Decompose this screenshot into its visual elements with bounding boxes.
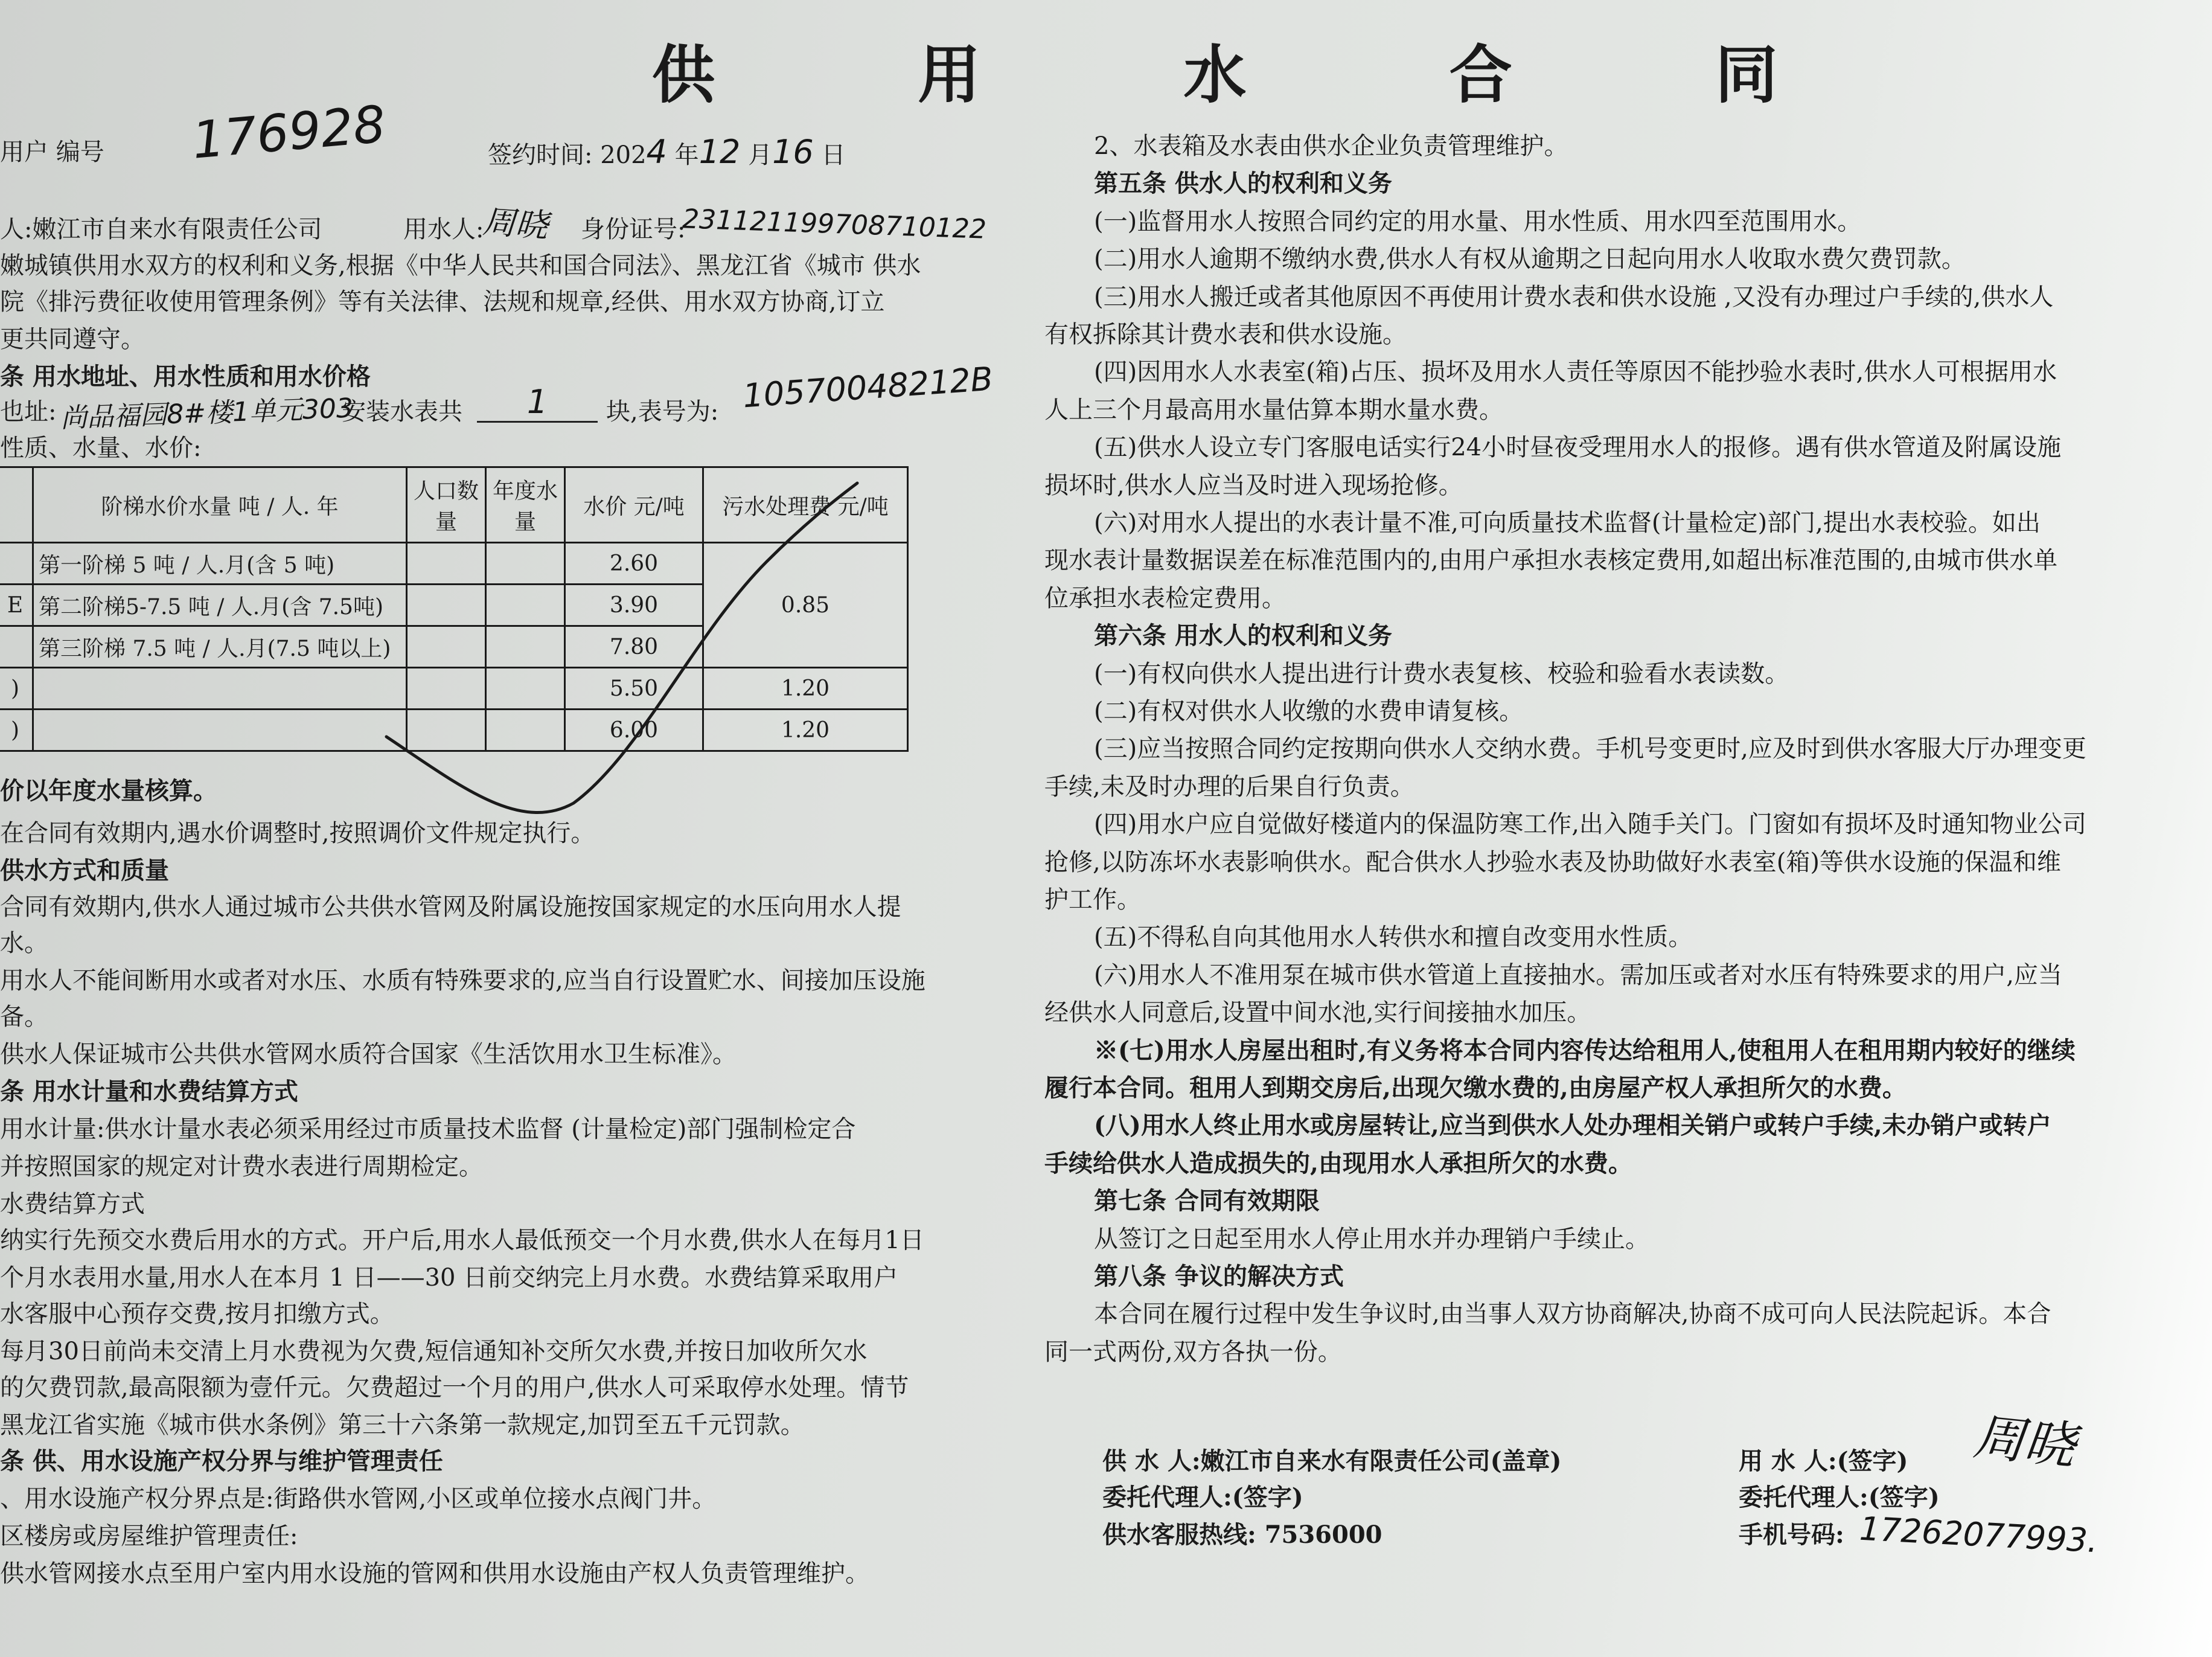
right-text-line: 履行本合同。租用人到期交房后,出现欠缴水费的,由房屋产权人承担所欠的水费。 — [1044, 1074, 1907, 1102]
table-cell: 3.90 — [565, 585, 703, 626]
right-text-line: 手续,未及时办理的后果自行负责。 — [1044, 773, 1414, 801]
nature-line: 性质、水量、水价: — [0, 434, 202, 462]
right-text-line: ※(七)用水人房屋出租时,有义务将本合同内容传达给租用人,使租用人在租用期内较好的继续 — [1094, 1036, 2076, 1065]
right-text-line: 损坏时,供水人应当及时进入现场抢修。 — [1044, 472, 1463, 499]
phone-label: 手机号码: — [1739, 1521, 1844, 1549]
table-cell: 5.50 — [565, 668, 703, 710]
right-text-line: 位承担水表检定费用。 — [1044, 585, 1286, 612]
agent-label-right: 委托代理人:(签字) — [1739, 1483, 1940, 1511]
right-text-line: (八)用水人终止用水或房屋转让,应当到供水人处办理相关销户或转户手续,未办销户或转户 — [1094, 1111, 2051, 1139]
right-text-line: (六)对用水人提出的水表计量不准,可向质量技术监督(计量检定)部门,提出水表校验。如出 — [1094, 509, 2041, 537]
left-text-line: 在合同有效期内,遇水价调整时,按照调价文件规定执行。 — [0, 819, 595, 847]
address-handwritten: 尚品福园8#楼1单元303 — [60, 393, 354, 434]
right-text-line: 手续给供水人造成损失的,由现用水人承担所欠的水费。 — [1044, 1149, 1632, 1178]
right-text-line: 从签订之日起至用水人停止用水并办理销户手续止。 — [1094, 1225, 1649, 1253]
meter-count: 1 — [477, 383, 598, 423]
left-text-line: 用水计量:供水计量水表必须采用经过市质量技术监督 (计量检定)部门强制检定合 — [0, 1115, 856, 1143]
left-text-line: 备。 — [0, 1003, 48, 1031]
intro-line: 更共同遵守。 — [0, 325, 145, 353]
right-text-line: 第七条 合同有效期限 — [1094, 1187, 1320, 1215]
intro-line: 嫩城镇供用水双方的权利和义务,根据《中华人民共和国合同法》、黑龙江省《城市 供水 — [0, 252, 921, 280]
user-number-label: 用户 编号 — [0, 138, 104, 166]
right-text-line: (二)用水人逾期不缴纳水费,供水人有权从逾期之日起向用水人收取水费欠费罚款。 — [1094, 245, 1966, 273]
id-label: 身份证号: — [581, 216, 686, 243]
right-text-line: 2、水表箱及水表由供水企业负责管理维护。 — [1094, 132, 1568, 160]
table-cell: 第三阶梯 7.5 吨 / 人.月(7.5 吨以上) — [33, 626, 407, 668]
sign-time: 签约时间: 2024 年12 月16 日 — [488, 133, 846, 171]
user-signature-label: 用 水 人:(签字) — [1739, 1447, 1908, 1475]
left-text-line: 条 供、用水设施产权分界与维护管理责任 — [0, 1447, 443, 1475]
left-text-line: 、用水设施产权分界点是:街路供水管网,小区或单位接水点阀门井。 — [0, 1485, 717, 1513]
table-cell: 第二阶梯5-7.5 吨 / 人.月(含 7.5吨) — [33, 585, 407, 626]
left-text-line: 用水人不能间断用水或者对水压、水质有特殊要求的,应当自行设置贮水、间接加压设施 — [0, 967, 925, 995]
left-text-line: 区楼房或房屋维护管理责任: — [0, 1522, 298, 1550]
left-text-line: 纳实行先预交水费后用水的方式。开户后,用水人最低预交一个月水费,供水人在每月1日 — [0, 1226, 924, 1254]
left-text-line: 价以年度水量核算。 — [0, 777, 217, 805]
left-text-line: 供水人保证城市公共供水管网水质符合国家《生活饮用水卫生标准》。 — [0, 1040, 737, 1068]
right-text-line: 有权拆除其计费水表和供水设施。 — [1044, 321, 1407, 348]
right-text-line: (二)有权对供水人收缴的水费申请复核。 — [1094, 697, 1524, 725]
user-label: 用水人: — [403, 216, 484, 243]
id-number-handwritten: 231121199708710122 — [682, 204, 987, 245]
right-text-line: (三)用水人搬迁或者其他原因不再使用计费水表和供水设施 ,又没有办理过户手续的,供水人 — [1094, 283, 2054, 311]
phone-number-handwritten: 17262077993. — [1858, 1509, 2099, 1560]
right-text-line: 第八条 争议的解决方式 — [1094, 1262, 1344, 1290]
table-cell: ) — [0, 710, 33, 751]
right-text-line: (四)用水户应自觉做好楼道内的保温防寒工作,出入随手关门。门窗如有损坏及时通知物业公司 — [1094, 810, 2086, 838]
address-label: 也址: — [0, 398, 57, 426]
right-text-line: (五)不得私自向其他用水人转供水和擅自改变用水性质。 — [1094, 923, 1693, 951]
table-header: 污水处理费 元/吨 — [703, 467, 908, 543]
left-text-line: 水客服中心预存交费,按月扣缴方式。 — [0, 1300, 394, 1328]
article-1-heading: 条 用水地址、用水性质和用水价格 — [0, 362, 371, 391]
left-text-line: 水费结算方式 — [0, 1190, 145, 1218]
left-text-line: 黑龙江省实施《城市供水条例》第三十六条第一款规定,加罚至五千元罚款。 — [0, 1411, 805, 1439]
right-text-line: (六)用水人不准用泵在城市供水管道上直接抽水。需加压或者对水压有特殊要求的用户,应当 — [1094, 961, 2062, 989]
right-text-line: 同一式两份,双方各执一份。 — [1044, 1338, 1342, 1366]
left-text-line: 个月水表用水量,用水人在本月 1 日——30 日前交纳完上月水费。水费结算采取用户 — [0, 1264, 898, 1292]
meter-text: 安装水表共 — [342, 398, 462, 426]
left-text-line: 水。 — [0, 929, 48, 957]
right-text-line: (四)因用水人水表室(箱)占压、损坏及用水人责任等原因不能抄验水表时,供水人可根据用水 — [1094, 358, 2057, 386]
user-signature-top: 周晓 — [481, 202, 549, 245]
table-header: 年度水量 — [486, 467, 565, 543]
supplier-line: 人:嫩江市自来水有限责任公司 — [0, 216, 322, 243]
right-text-line: 护工作。 — [1044, 886, 1141, 914]
right-text-line: (三)应当按照合同约定按期向供水人交纳水费。手机号变更时,应及时到供水客服大厅办理变更 — [1094, 735, 2086, 763]
right-text-line: 第五条 供水人的权利和义务 — [1094, 169, 1392, 197]
table-header: 水价 元/吨 — [565, 467, 703, 543]
table-cell: 0.85 — [703, 543, 908, 668]
right-text-line: 现水表计量数据误差在标准范围内的,由用户承担水表核定费用,如超出标准范围的,由城市供水单 — [1044, 546, 2058, 574]
table-cell: 2.60 — [565, 543, 703, 585]
left-text-line: 合同有效期内,供水人通过城市公共供水管网及附属设施按国家规定的水压向用水人提 — [0, 893, 901, 921]
right-text-line: 人上三个月最高用水量估算本期水量水费。 — [1044, 396, 1503, 424]
table-cell: 1.20 — [703, 668, 908, 710]
right-text-line: 第六条 用水人的权利和义务 — [1094, 621, 1392, 650]
intro-line: 院《排污费征收使用管理条例》等有关法律、法规和规章,经供、用水双方协商,订立 — [0, 288, 885, 316]
agent-label-left: 委托代理人:(签字) — [1102, 1483, 1303, 1511]
right-text-line: (一)有权向供水人提出进行计费水表复核、校验和验看水表读数。 — [1094, 660, 1789, 688]
table-cell: 7.80 — [565, 626, 703, 668]
right-text-line: 经供水人同意后,设置中间水池,实行间接抽水加压。 — [1044, 999, 1591, 1027]
left-text-line: 供水方式和质量 — [0, 856, 169, 885]
right-text-line: 本合同在履行过程中发生争议时,由当事人双方协商解决,协商不成可向人民法院起诉。本合 — [1094, 1300, 2051, 1328]
table-cell: 第一阶梯 5 吨 / 人.月(含 5 吨) — [33, 543, 407, 585]
left-text-line: 并按照国家的规定对计费水表进行周期检定。 — [0, 1153, 483, 1181]
table-header: 阶梯水价水量 吨 / 人. 年 — [33, 467, 407, 543]
table-cell: ) — [0, 668, 33, 710]
hotline: 供水客服热线: 7536000 — [1102, 1521, 1382, 1549]
meter-unit: 块,表号为: — [606, 398, 719, 426]
user-signature-bottom: 周晓 — [1971, 1406, 2078, 1476]
left-text-line: 的欠费罚款,最高限额为壹仟元。欠费超过一个月的用户,供水人可采取停水处理。情节 — [0, 1374, 909, 1402]
user-number-handwritten: 176928 — [190, 94, 388, 170]
table-cell: 6.00 — [565, 710, 703, 751]
right-text-line: (一)监督用水人按照合同约定的用水量、用水性质、用水四至范围用水。 — [1094, 208, 1862, 236]
table-cell: 1.20 — [703, 710, 908, 751]
table-header: 人口数量 — [407, 467, 486, 543]
meter-number-handwritten: 10570048212B — [741, 359, 994, 415]
left-text-line: 供水管网接水点至用户室内用水设施的管网和供用水设施由产权人负责管理维护。 — [0, 1560, 869, 1588]
right-text-line: 抢修,以防冻坏水表影响供水。配合供水人抄验水表及协助做好水表室(箱)等供水设施的保温和维 — [1044, 848, 2061, 876]
document-title: 供 用 水 合 同 — [652, 37, 1868, 112]
left-text-line: 条 用水计量和水费结算方式 — [0, 1077, 298, 1106]
supplier-signature-label: 供 水 人:嫩江市自来水有限责任公司(盖章) — [1102, 1447, 1562, 1475]
table-cell: E — [0, 585, 33, 626]
right-text-line: (五)供水人设立专门客服电话实行24小时昼夜受理用水人的报修。遇有供水管道及附属设施 — [1094, 434, 2062, 461]
left-text-line: 每月30日前尚未交清上月水费视为欠费,短信通知补交所欠水费,并按日加收所欠水 — [0, 1338, 868, 1365]
